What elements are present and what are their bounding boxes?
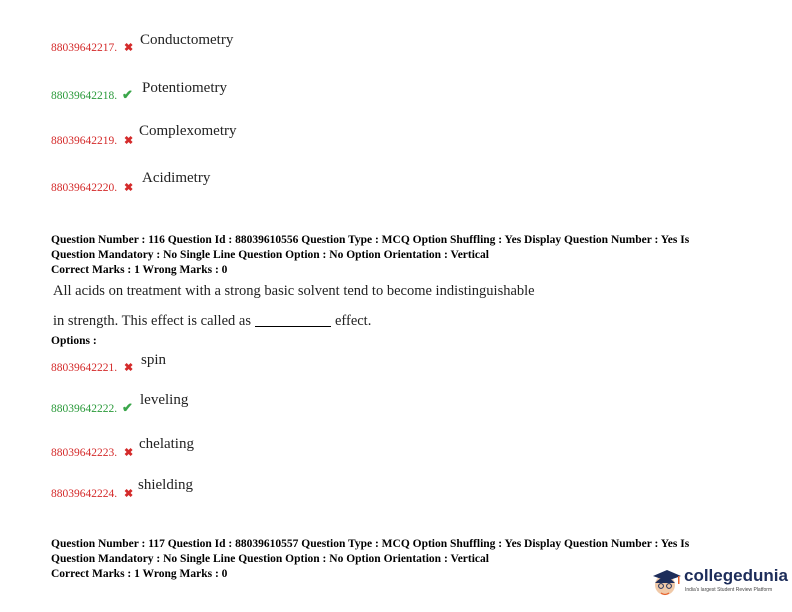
option-text: Complexometry	[139, 123, 237, 139]
option-text: Conductometry	[140, 32, 234, 48]
question-meta	[51, 233, 741, 278]
meta-line: Question Mandatory : No Single Line Question Option : No Option Orientation : Vertical	[51, 249, 489, 261]
question-text-line	[53, 313, 371, 330]
option-id: 88039642219.	[51, 135, 118, 147]
cross-icon: ✖	[124, 42, 134, 54]
options-label: Options :	[51, 335, 97, 347]
meta-line: Question Number : 116 Question Id : 88039610556 Question Type : MCQ Option Shuffling : Yes Display Question Number : Yes Is	[51, 234, 690, 246]
option-text: chelating	[139, 436, 194, 452]
option-text: shielding	[138, 477, 193, 493]
option-id: 88039642221.	[51, 362, 118, 374]
question-text-line: All acids on treatment with a strong basic solvent tend to become indistinguishable	[53, 283, 535, 299]
question-text-part: effect.	[334, 313, 372, 329]
fill-in-blank	[255, 326, 331, 327]
logo-tagline: India's largest Student Review Platform	[685, 587, 773, 593]
logo-wordmark: collegedunia	[684, 566, 788, 585]
marks-line: Correct Marks : 1 Wrong Marks : 0	[51, 568, 228, 580]
option-text: Potentiometry	[142, 80, 227, 96]
option-text: Acidimetry	[142, 170, 211, 186]
option-id: 88039642224.	[51, 488, 118, 500]
marks-line: Correct Marks : 1 Wrong Marks : 0	[51, 264, 228, 276]
cross-icon: ✖	[124, 362, 134, 374]
option-id: 88039642220.	[51, 182, 118, 194]
option-id: 88039642223.	[51, 447, 118, 459]
meta-line: Question Mandatory : No Single Line Question Option : No Option Orientation : Vertical	[51, 553, 489, 565]
option-text: spin	[141, 352, 167, 368]
collegedunia-logo	[652, 564, 788, 602]
option-id: 88039642222.	[51, 403, 118, 415]
question-text-part: in strength. This effect is called as	[53, 313, 251, 329]
option-id: 88039642218.	[51, 90, 118, 102]
graduation-cap-icon	[652, 566, 682, 598]
cross-icon: ✖	[124, 135, 134, 147]
meta-line: Question Number : 117 Question Id : 88039610557 Question Type : MCQ Option Shuffling : Yes Display Question Number : Yes Is	[51, 538, 690, 550]
question-meta	[51, 537, 741, 582]
check-icon: ✔	[122, 87, 133, 102]
check-icon: ✔	[122, 400, 133, 415]
cross-icon: ✖	[124, 488, 134, 500]
option-id: 88039642217.	[51, 42, 118, 54]
option-text: leveling	[140, 392, 189, 408]
cross-icon: ✖	[124, 447, 134, 459]
cross-icon: ✖	[124, 182, 134, 194]
